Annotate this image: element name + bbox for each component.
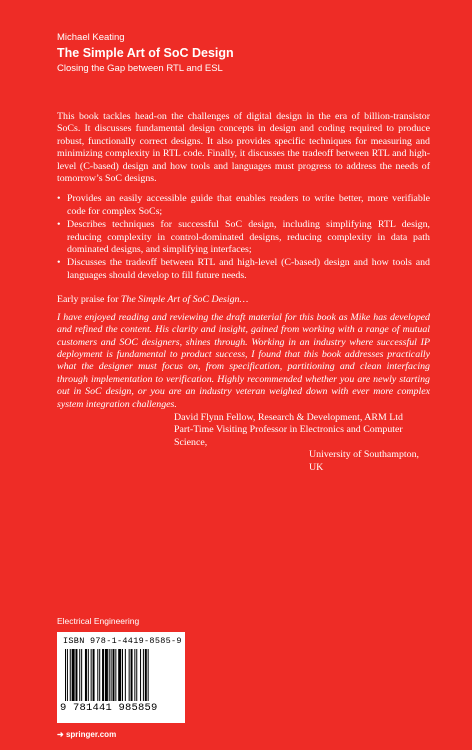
barcode-number: 9 781441 985859 xyxy=(60,702,158,714)
back-cover-text xyxy=(57,111,430,474)
feature-item xyxy=(57,193,430,218)
subject-category: Electrical Engineering xyxy=(57,616,140,626)
feature-text: Provides an easily accessible guide that enables readers to write better, more verifiable code for complex SoCs; xyxy=(67,193,430,217)
feature-list xyxy=(57,193,430,282)
arrow-icon: ➜ xyxy=(57,730,66,739)
quote-attribution xyxy=(57,412,430,474)
bullet-marker: • xyxy=(57,219,61,231)
bullet-marker: • xyxy=(57,257,61,269)
author-name: Michael Keating xyxy=(57,32,125,43)
early-praise-heading xyxy=(57,294,430,306)
attribution-line: Part-Time Visiting Professor in Electronics and Computer Science, xyxy=(174,424,403,448)
early-praise-prefix: Early praise for xyxy=(57,294,121,306)
book-title: The Simple Art of SoC Design xyxy=(57,46,234,60)
isbn-label: ISBN 978-1-4419-8585-9 xyxy=(63,636,182,646)
isbn-barcode xyxy=(57,632,185,723)
intro-paragraph: This book tackles head-on the challenges of digital design in the era of billion-transistor SoCs. It discusses fundamental design concepts in design and coding required to produce robust, functionally correct designs. It also provides specific techniques for measuring and minimizing complexity in RTL code. Finally, it discusses the tradeoff between RTL and high-level (C-based) design and how tools and languages must progress to address the needs of tomorrow’s SoC designs. xyxy=(57,111,430,185)
feature-text: Describes techniques for successful SoC design, including simplifying RTL design, reducing complexity in control-dominated designs, reducing complexity in data path dominated designs, and simplifying interfaces; xyxy=(67,219,430,256)
barcode-bars xyxy=(65,649,179,701)
feature-item xyxy=(57,219,430,256)
publisher-url-text: springer.com xyxy=(65,730,117,739)
praise-quote: I have enjoyed reading and reviewing the draft material for this book as Mike has developed and refined the content. His clarity and insight, gained from working with a range of mutual customers and SOC designers, shines through. Working in an industry where successful IP deployment is fundamental to product success, I found that this book addresses practically what the designer must focus on, from specification, partitioning and clean interfacing through implementation to verification. Highly recommended whether you are newly starting out in SoC design, or you are an industry veteran weighed down with ever more complex system integration challenges. xyxy=(57,311,430,410)
attribution-line: University of Southampton, UK xyxy=(309,449,419,473)
feature-item xyxy=(57,257,430,282)
early-praise-title: The Simple Art of SoC Design… xyxy=(120,294,249,306)
feature-text: Discusses the tradeoff between RTL and high-level (C-based) design and how tools and languages should develop to fill future needs. xyxy=(67,257,430,281)
cover-header xyxy=(57,32,437,75)
cover-footer xyxy=(57,616,182,739)
publisher-url xyxy=(57,730,116,739)
book-subtitle: Closing the Gap between RTL and ESL xyxy=(57,63,223,74)
attribution-line: David Flynn Fellow, Research & Development, ARM Ltd xyxy=(174,411,403,423)
bullet-marker: • xyxy=(57,193,61,205)
